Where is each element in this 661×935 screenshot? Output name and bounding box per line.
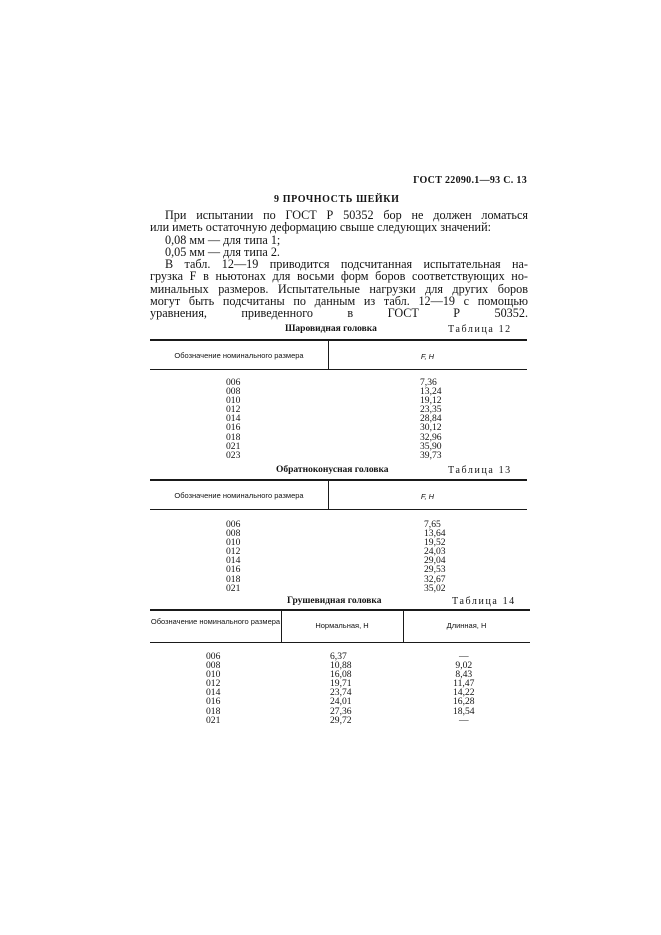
table-12-value-cell: 35,90 [420,440,442,452]
table-14-normal-cell: 6,37 [330,651,347,662]
table-13-top-rule [150,479,527,481]
paragraph-2-line-5: уравнения, приведенного в ГОСТ Р 50352. [150,306,528,321]
table-14-code-cell: 008 [206,660,221,672]
table-14-codes [206,652,220,725]
table-13-code-cell: 018 [226,573,241,585]
list-item-2: 0,05 мм — для типа 2. [165,244,280,259]
table-14-code-cell: 006 [206,651,221,662]
table-14-long-cell: 18,54 [453,705,475,717]
table-14-normal-cell: 29,72 [330,714,352,726]
table-13-code-cell: 021 [226,582,241,594]
table-13-head-rule [150,509,527,510]
body-text [150,209,528,320]
table-13-code-cell: 008 [226,528,241,540]
table-13-code-cell: 014 [226,555,241,567]
table-14-code-cell: 012 [206,678,221,690]
table-12-value-cell: 39,73 [420,449,442,461]
table-12-code-cell: 012 [226,404,241,416]
table-12-top-rule [150,339,527,341]
table-13-head-size: Обозначение номинального размера [174,491,304,500]
table-14-long-cell: 8,43 [455,669,473,681]
table-14-long-cell: 9,02 [455,660,473,672]
table-14-head-size: Обозначение номинального размера [150,617,281,626]
table-12-number: Таблица 12 [448,324,512,335]
table-12-values [420,378,442,460]
table-14-code-cell: 021 [206,714,221,726]
table-14-caption: Грушевидная головка [287,596,382,606]
table-14-head-normal: Нормальная, Н [315,621,369,630]
table-12-code-cell: 016 [226,422,241,434]
table-12-code-cell: 006 [226,377,241,388]
table-12-caption: Шаровидная головка [285,324,377,334]
table-14-head-rule [150,642,530,643]
table-12-code-cell: 018 [226,431,241,443]
page-header: ГОСТ 22090.1—93 С. 13 [413,175,527,186]
table-14-normal-cell: 16,08 [330,669,352,681]
table-13-codes [226,520,240,593]
table-14-long-cell: — [459,714,469,726]
table-14-number: Таблица 14 [452,596,516,607]
table-13-value-cell: 32,67 [424,573,446,585]
section-title: 9 ПРОЧНОСТЬ ШЕЙКИ [274,194,400,205]
table-12-value-cell: 32,96 [420,431,442,443]
table-14-head-long: Длинная, Н [446,621,487,630]
table-14-long-cell: 16,28 [453,696,475,708]
table-14-normal-cell: 10,88 [330,660,352,672]
table-14-long-cell: 14,22 [453,687,475,699]
table-13-value-cell: 19,52 [424,537,446,549]
table-14-normal-cell: 19,71 [330,678,352,690]
table-14-code-cell: 016 [206,696,221,708]
table-13-caption: Обратноконусная головка [276,465,389,475]
paragraph-2-line-4: могут быть подсчитаны по данным из табл. 12—19 с помощью [150,294,528,309]
table-13-value-cell: 13,64 [424,528,446,540]
table-13-number: Таблица 13 [448,465,512,476]
table-12-head-size: Обозначение номинального размера [174,351,304,360]
table-14-long-cell: 11,47 [453,678,475,690]
table-12-value-cell: 7,36 [420,377,437,388]
table-14-code-cell: 010 [206,669,221,681]
table-13-code-cell: 010 [226,537,241,549]
table-12-codes [226,378,240,460]
table-13-code-cell: 016 [226,564,241,576]
table-13-values [424,520,446,593]
table-12-value-cell: 30,12 [420,422,442,434]
paragraph-2-line-3: минальных размеров. Испытательные нагрузки для других боров [150,281,528,296]
table-12-value-cell: 28,84 [420,413,442,425]
table-12-code-cell: 021 [226,440,241,452]
table-14-normal-cell: 27,36 [330,705,352,717]
table-13-value-cell: 7,65 [424,519,441,530]
table-12-value-cell: 19,12 [420,395,442,407]
table-12-code-cell: 008 [226,386,241,398]
paragraph-1-line-1: При испытании по ГОСТ Р 50352 бор не должен ломаться [165,208,528,222]
table-14-long-cell: — [459,651,469,662]
table-12-code-cell: 023 [226,449,241,461]
table-14-normal-cell: 23,74 [330,687,352,699]
table-14-normal-cell: 24,01 [330,696,352,708]
table-12-code-cell: 010 [226,395,241,407]
table-12-head-rule [150,369,527,370]
table-13-value-cell: 29,53 [424,564,446,576]
paragraph-2-line-2: грузка F в ньютонах для восьми форм боров соответствующих но- [150,269,528,284]
table-14-code-cell: 014 [206,687,221,699]
table-14-normal-values [330,652,352,725]
table-12-head-force: F, Н [420,352,435,361]
table-13-value-cell: 35,02 [424,582,446,594]
table-13-value-cell: 24,03 [424,546,446,558]
table-14-top-rule [150,609,530,611]
table-13-head-force: F, Н [420,492,435,501]
table-13-code-cell: 006 [226,519,241,530]
paragraph-1-line-2: или иметь остаточную деформацию свыше следующих значений: [150,220,491,235]
table-12-value-cell: 23,35 [420,404,442,416]
table-14-long-values [453,652,475,725]
paragraph-2-line-1: В табл. 12—19 приводится подсчитанная испытательная на- [165,257,528,272]
table-14-code-cell: 018 [206,705,221,717]
table-12-code-cell: 014 [226,413,241,425]
table-12-value-cell: 13,24 [420,386,442,398]
table-13-value-cell: 29,04 [424,555,446,567]
table-13-code-cell: 012 [226,546,241,558]
list-item-1: 0,08 мм — для типа 1; [165,232,281,247]
